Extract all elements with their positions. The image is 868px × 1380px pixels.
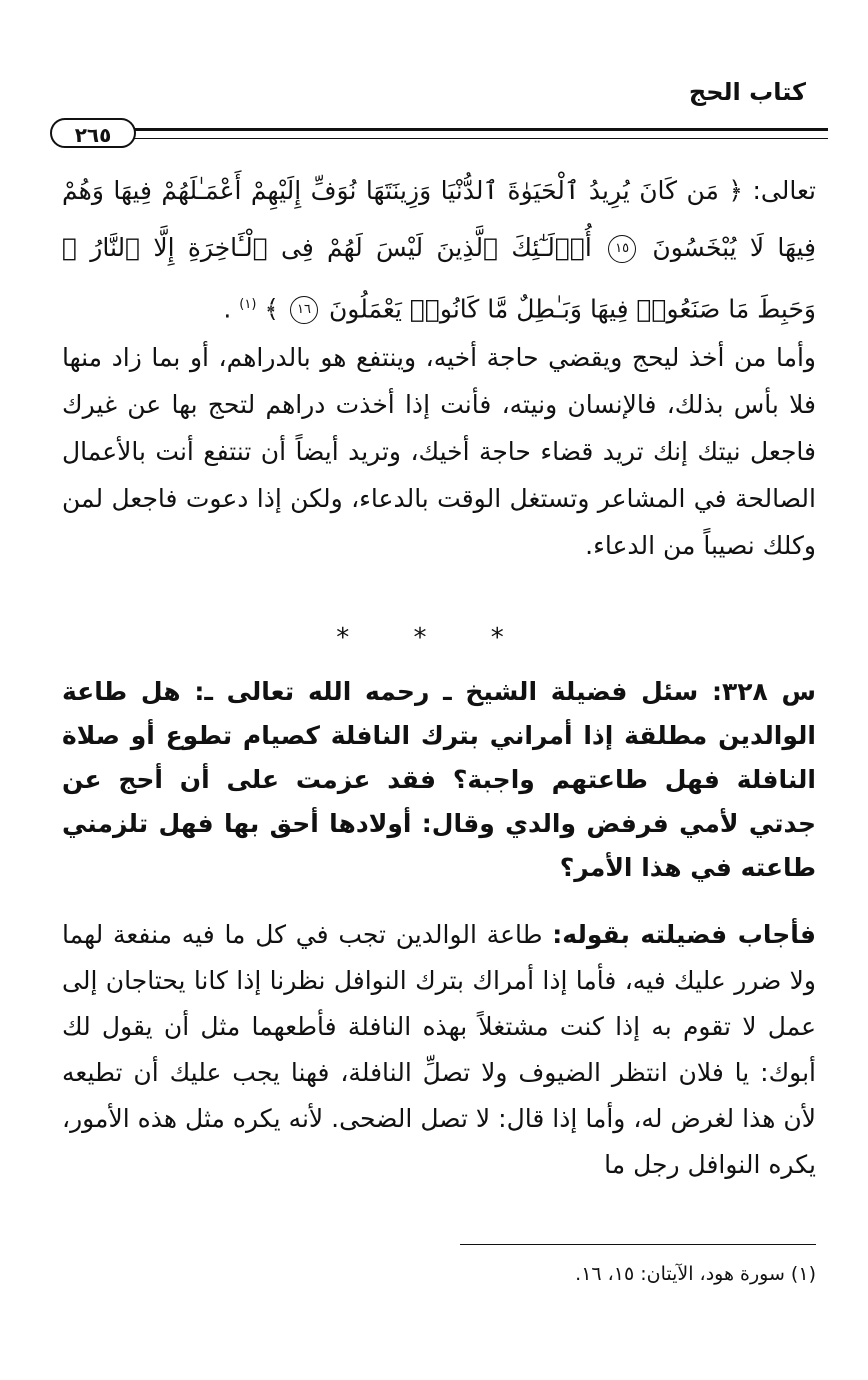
answer-lead: فأجاب فضيلته بقوله:: [552, 920, 816, 949]
question-block: [62, 670, 816, 890]
footnote-divider: [460, 1244, 816, 1245]
quote-lead: تعالى:: [752, 176, 816, 205]
quote-tail: .: [223, 294, 232, 324]
page-number: ٢٦٥: [50, 118, 136, 148]
ayah-number-marker: ١٦: [290, 296, 318, 324]
question-text: سئل فضيلة الشيخ ـ رحمه الله تعالى ـ: هل طاعة الوالدين مطلقة إذا أمراني بترك النافلة كصيام تطوع أو صلاة النافلة فهل طاعتهم واجبة؟ فقد عزمت على أن أحج عن جدتي لأمي فرفض والدي وقال: أولادها أحق بها فهل تلزمني طاعته في هذا الأمر؟: [62, 677, 816, 882]
verse-close-bracket: ﴾: [264, 294, 280, 324]
verse-part-1: مَن كَانَ يُرِيدُ ٱلْحَيَوٰةَ ٱلدُّنْيَا وَزِينَتَهَا نُوَفِّ إِلَيْهِمْ أَعْمَـٰلَهُمْ فِيهَا وَهُمْ فِيهَا لَا يُبْخَسُونَ: [62, 176, 816, 262]
answer-text: طاعة الوالدين تجب في كل ما فيه منفعة لهما ولا ضرر عليك فيه، فأما إذا أمراك بترك النوافل نظرنا إذا كانا يحتاجان إلى عمل لا تقوم به إذا كنت مشتغلاً بهذه النافلة فأطعهما مثل أن يقول لك أبوك: يا فلان انتظر الضيوف ولا تصلِّ النافلة، فهنا يجب عليك أن تطيعه لأن هذا لغرض له، وأما إذا قال: لا تصل الضحى. لأنه يكره مثل هذه الأمور، يكره النوافل رجل ما: [62, 920, 816, 1179]
paragraph-text: وأما من أخذ ليحج ويقضي حاجة أخيه، وينتفع هو بالدراهم، أو بما زاد منها فلا بأس بذلك، فالإنسان ونيته، فأنت إذا أخذت دراهم لتحج بها عن غيرك فاجعل نيتك إنك تريد قضاء حاجة أخيك، وتريد أيضاً أن تنتفع أنت بالأعمال الصالحة في المشاعر وتستغل الوقت بالدعاء، ولكن إذا دعوت فاجعل لمن وكلك نصيباً من الدعاء.: [62, 343, 816, 560]
section-separator: * * *: [336, 623, 532, 653]
footnote-reference: (١): [239, 297, 257, 312]
running-header: كتاب الحج: [688, 78, 806, 106]
quran-quote-block: [62, 162, 816, 337]
footnote: (١) سورة هود، الآيتان: ١٥، ١٦.: [575, 1263, 816, 1285]
verse-open-bracket: ﴿: [728, 176, 744, 205]
header-rule: [50, 118, 828, 150]
header-double-line: [132, 128, 828, 139]
answer-block: [62, 912, 816, 1188]
paragraph-1: [62, 334, 816, 569]
question-number: س ٣٢٨:: [711, 677, 816, 706]
ayah-number-marker: ١٥: [608, 235, 636, 263]
verse-part-2: أُو۟لَـٰٓئِكَ ٱلَّذِينَ لَيْسَ لَهُمْ فِى ٱلْـَٔاخِرَةِ إِلَّا ٱلنَّارُ ۖ وَحَبِطَ مَا صَنَعُوا۟ فِيهَا وَبَـٰطِلٌ مَّا كَانُوا۟ يَعْمَلُونَ: [62, 233, 816, 324]
